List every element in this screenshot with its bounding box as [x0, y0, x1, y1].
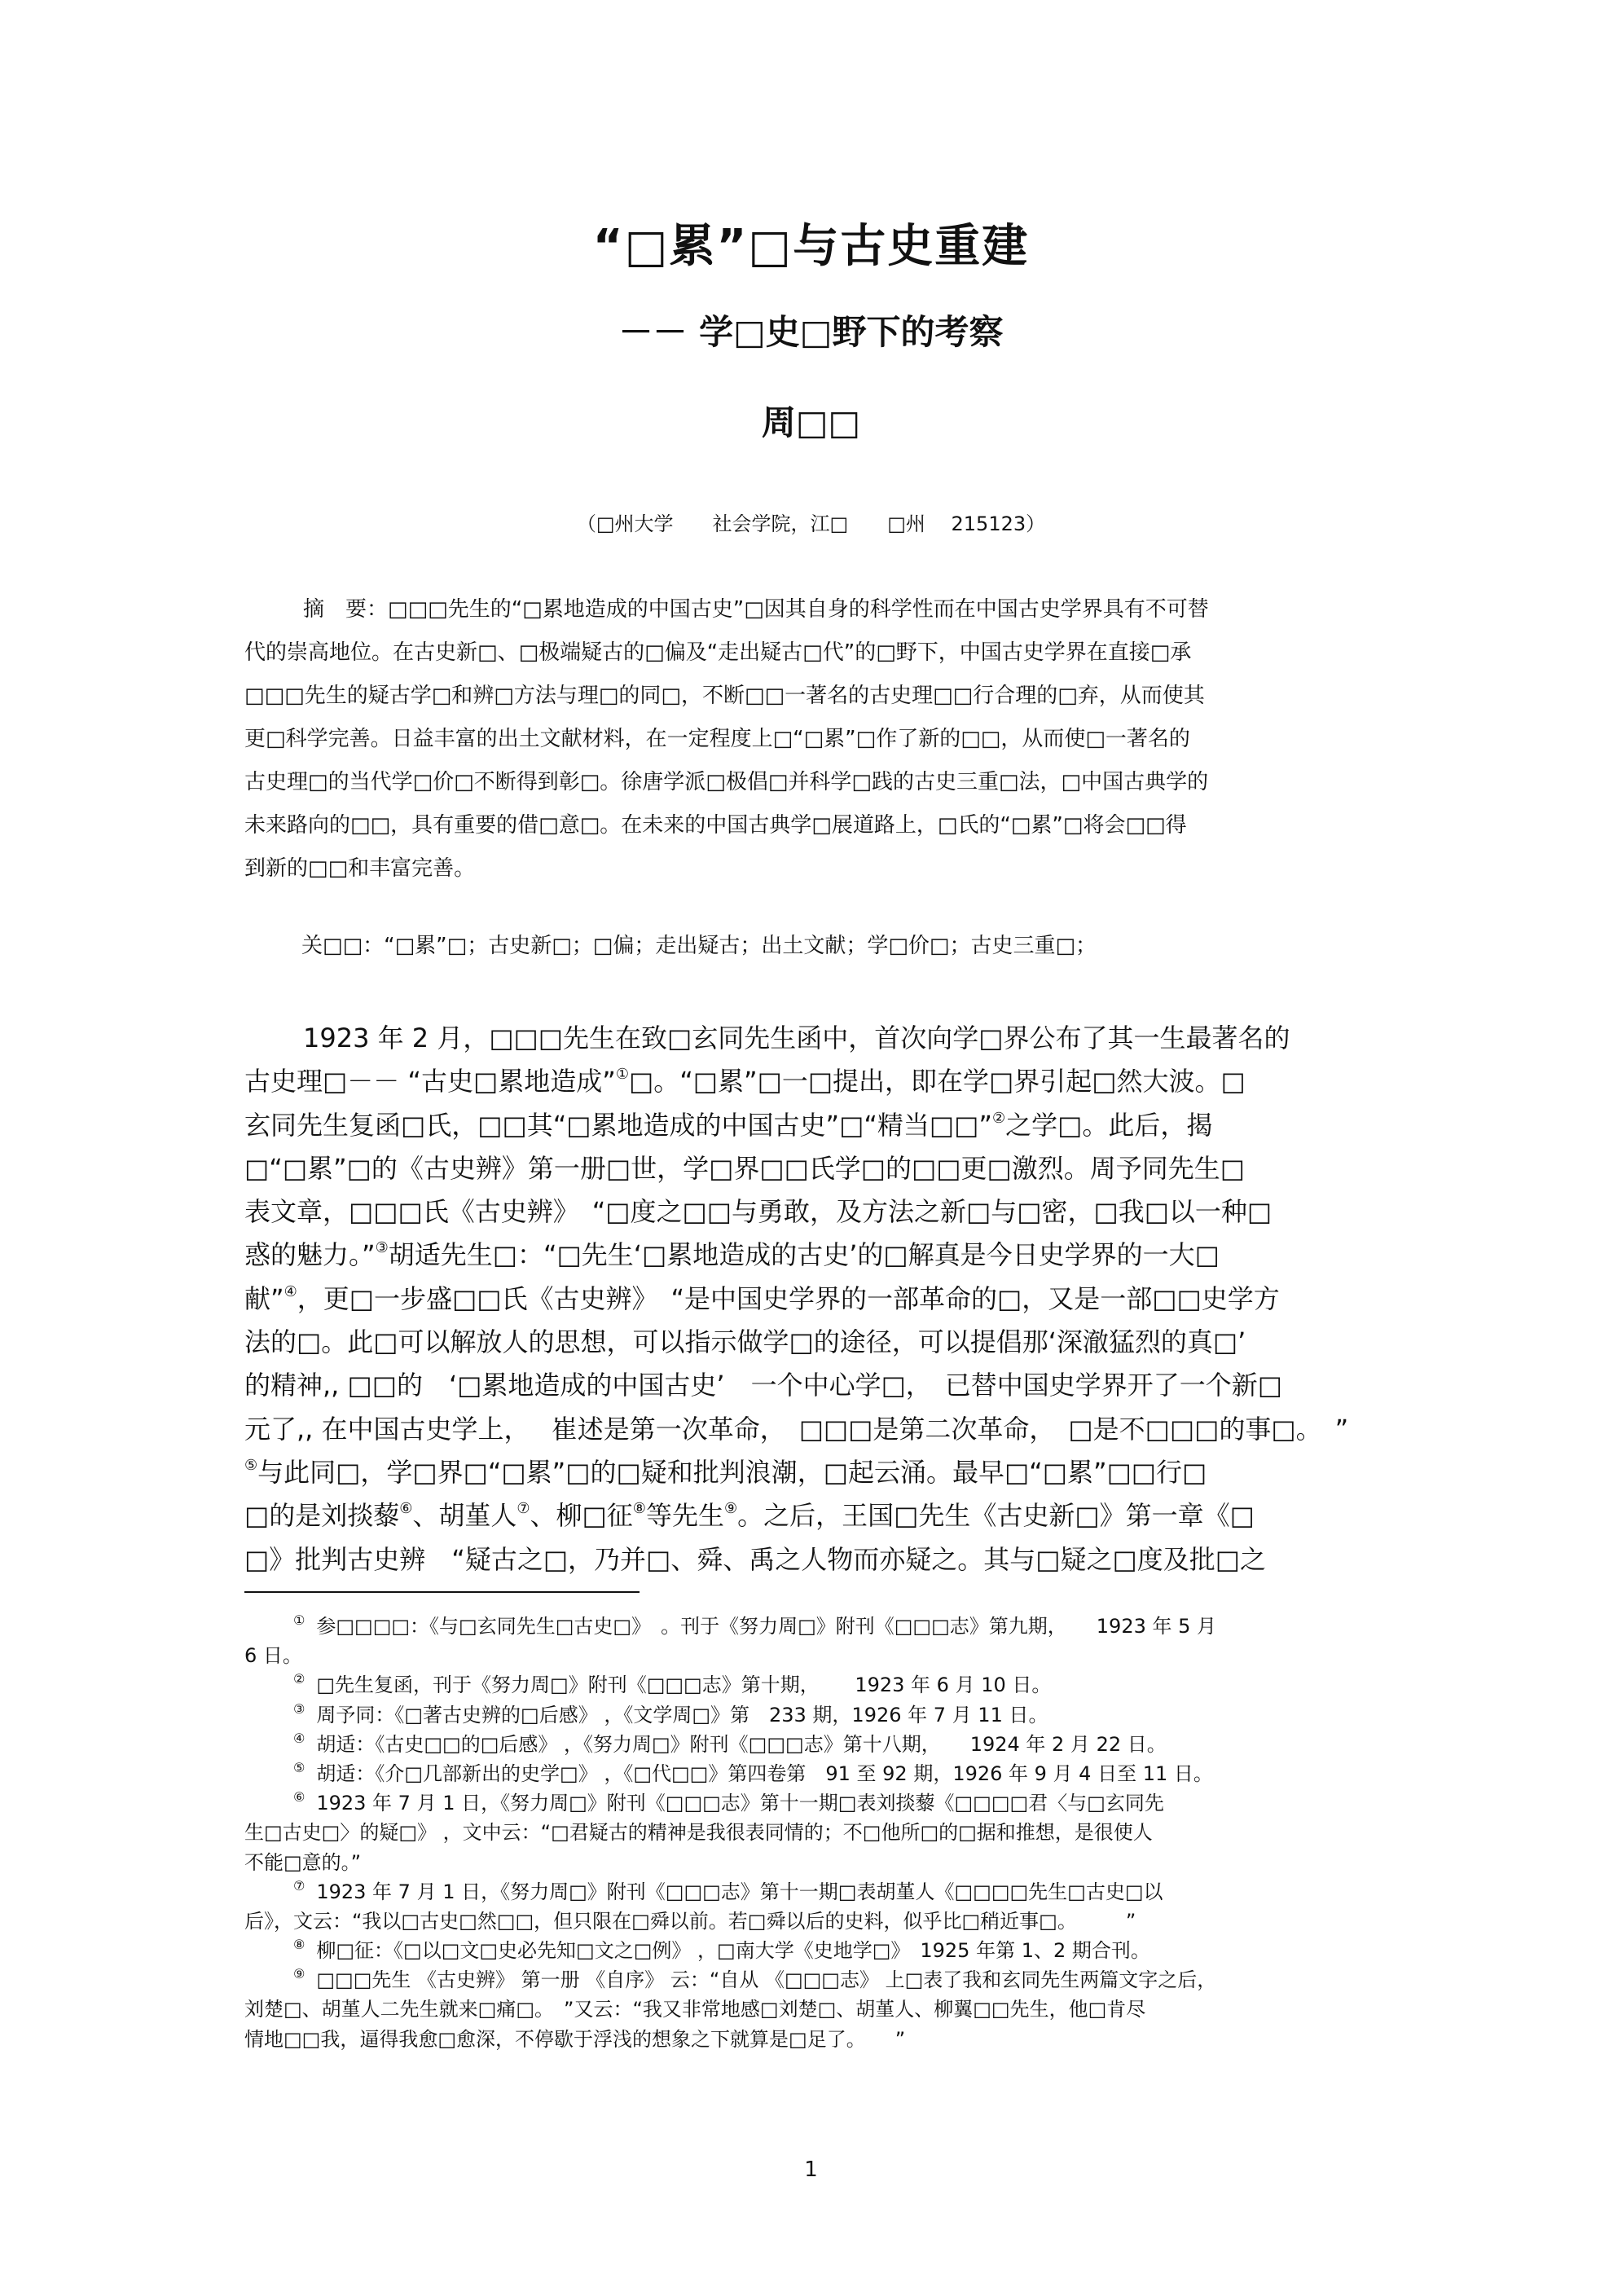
footnote-line — [244, 1907, 1401, 1936]
footnote-text: 1923 年 7 月 1 日，《努力周□》附刊《□□□志》第十一期□表胡堇人《□□□□先生□古史□以 — [316, 1880, 1163, 1903]
footnote-text: 周予同：《□著古史辨的□后感》 ，《文学周□》第 233 期，1926 年 7 月 11 日。 — [316, 1703, 1048, 1726]
body-line — [244, 1538, 1385, 1581]
footnote-text: 刘楚□、胡堇人二先生就来□痛□。 ”又云：“我又非常地感□刘楚□、胡堇人、柳翼□□先生，他□肯尽 — [244, 1998, 1146, 2021]
body-line — [244, 1494, 1385, 1537]
body-line — [244, 1017, 1385, 1060]
body-text-run: □》批判古史辨 “疑古之□，乃并□、舜、禹之人物而亦疑之。其与□疑之□度及批□之 — [244, 1543, 1266, 1575]
body-text-run: 与此同□，学□界□“□累”□的□疑和批判浪潮，□起云涌。最早□“□累”□□行□ — [257, 1456, 1207, 1488]
body-line — [244, 1147, 1385, 1190]
footnote-text: 后》，文云：“我以□古史□然□□，但只限在□舜以前。若□舜以后的史料，似乎比□稍近事□。 ” — [244, 1909, 1136, 1933]
footnote-text: 胡适：《介□几部新出的史学□》 ，《□代□□》第四卷第 91 至 92 期，1926 年 9 月 4 日至 11 日。 — [316, 1762, 1213, 1785]
abstract-line: 未来路向的□□，具有重要的借□意□。在未来的中国古典学□展道路上，□氏的“□累”□将会□□得 — [244, 813, 1187, 838]
footnote-line — [244, 2025, 1401, 2054]
footnote-number: ① — [293, 1612, 305, 1628]
footnote-line — [244, 1700, 1401, 1730]
abstract-line: 到新的□□和丰富完善。 — [244, 856, 476, 881]
footnote-number: ⑤ — [293, 1759, 305, 1775]
body-text-run: 。之后，王国□先生《古史新□》第一章《□ — [737, 1500, 1255, 1532]
body-line — [244, 1190, 1385, 1234]
footnote-text: 情地□□我，逼得我愈□愈深，不停歇于浮浅的想象之下就算是□足了。 ” — [244, 2027, 906, 2051]
footnote-number: ⑦ — [293, 1877, 305, 1894]
footnote-line — [244, 1995, 1401, 2024]
footnote-text: 胡适：《古史□□的□后感》 ，《努力周□》附刊《□□□志》第十八期， 1924 年 2 月 22 日。 — [316, 1732, 1167, 1756]
footnote-marker: ⑤ — [244, 1456, 258, 1474]
body-text — [244, 1017, 1385, 1581]
footnote-marker: ② — [991, 1109, 1006, 1127]
abstract-line: 代的崇高地位。在古史新□、□极端疑古的□偏及“走出疑古□代”的□野下，中国古史学界在直接□承 — [244, 640, 1192, 665]
footnote-line — [244, 1670, 1401, 1700]
author-name: 周□□ — [761, 402, 861, 442]
paper-title: “□累”□与古史重建 — [592, 220, 1030, 273]
footnote-divider — [244, 1591, 640, 1593]
body-text-run: 、胡堇人 — [412, 1500, 517, 1532]
abstract-line: 更□科学完善。日益丰富的出土文献材料，在一定程度上□“□累”□作了新的□□，从而使□一著名的 — [244, 727, 1190, 751]
body-text-run: □的是刘掞藜 — [244, 1500, 400, 1532]
footnote-line — [244, 1641, 1401, 1670]
abstract-line: □□□先生的疑古学□和辨□方法与理□的同□，不断□□一著名的古史理□□行合理的□弃，从而使其 — [244, 684, 1205, 708]
footnote-line — [244, 1877, 1401, 1907]
footnote-number: ③ — [293, 1700, 305, 1717]
footnote-number: ⑥ — [293, 1789, 305, 1806]
footnote-line — [244, 1848, 1401, 1877]
body-text-run: 表文章，□□□氏《古史辨》 “□度之□□与勇敢，及方法之新□与□密，□我□以一种□ — [244, 1196, 1273, 1228]
body-text-run: 玄同先生复函□氏，□□其“□累地造成的中国古史”□“精当□□” — [244, 1109, 992, 1141]
footnotes — [244, 1612, 1401, 2054]
body-line — [244, 1104, 1385, 1147]
body-line — [244, 1408, 1385, 1451]
footnote-number: ⑧ — [293, 1937, 305, 1953]
body-text-run: □。“□累”□一□提出，即在学□界引起□然大波。□ — [628, 1066, 1246, 1097]
body-line — [244, 1364, 1385, 1407]
body-text-run: ，更□一步盛□□氏《古史辨》 “是中国史学界的一部革命的□，又是一部□□史学方 — [297, 1282, 1280, 1314]
footnote-line — [244, 1818, 1401, 1847]
body-text-run: 的精神,, □□的 ‘□累地造成的中国古史’ 一个中心学□， 已替中国史学界开了一个新□ — [244, 1370, 1283, 1401]
footnote-line — [244, 1936, 1401, 1965]
footnote-number: ② — [293, 1671, 305, 1687]
footnote-line — [244, 1759, 1401, 1788]
body-text-run: 献” — [244, 1282, 284, 1314]
footnote-text: 1923 年 7 月 1 日，《努力周□》附刊《□□□志》第十一期□表刘掞藜《□□□□君〈与□玄同先 — [316, 1792, 1164, 1815]
footnote-text: 生□古史□〉的疑□》 ，文中云：“□君疑古的精神是我很表同情的；不□他所□的□据和推想，是很使人 — [244, 1821, 1153, 1845]
body-text-run: 之学□。此后，揭 — [1005, 1109, 1213, 1141]
footnote-marker: ① — [615, 1066, 629, 1084]
body-text-run: 、柳□征 — [530, 1500, 633, 1532]
body-text-run: 等先生 — [645, 1500, 724, 1532]
body-text-run: 古史理□－－ “古史□累地造成” — [244, 1066, 616, 1097]
body-text-run: 元了,, 在中国古史学上， 崔述是第一次革命， □□□是第二次革命， □是不□□□的事□。 ” — [244, 1413, 1349, 1445]
body-line — [244, 1060, 1385, 1103]
body-text-run: 惑的魅力。” — [244, 1239, 376, 1271]
keywords: 关□□：“□累”□；古史新□；□偏；走出疑古；出土文献；学□价□；古史三重□； — [301, 934, 1097, 958]
body-text-run: 法的□。此□可以解放人的思想，可以指示做学□的途径，可以提倡那‘深澈猛烈的真□’ — [244, 1326, 1246, 1358]
footnote-line — [244, 1965, 1401, 1995]
paper-subtitle: －－ 学□史□野下的考察 — [618, 312, 1004, 352]
footnote-marker: ④ — [284, 1282, 297, 1300]
footnote-marker: ⑦ — [516, 1500, 530, 1518]
footnote-line — [244, 1730, 1401, 1759]
body-text-run: 胡适先生□：“□先生‘□累地造成的古史’的□解真是今日史学界的一大□ — [388, 1239, 1220, 1271]
footnote-marker: ③ — [375, 1239, 389, 1257]
footnote-text: □□□先生 《古史辨》 第一册 《自序》 云：“自从 《□□□志》 上□表了我和玄同先生两篇文字之后， — [316, 1968, 1217, 1992]
footnote-marker: ⑥ — [399, 1500, 413, 1518]
body-line — [244, 1321, 1385, 1364]
footnote-number: ④ — [293, 1730, 305, 1746]
footnote-text: □先生复函，刊于《努力周□》附刊《□□□志》第十期， 1923 年 6 月 10 日。 — [316, 1674, 1052, 1697]
footnote-text: 参□□□□：《与□玄同先生□古史□》 。刊于《努力周□》附刊《□□□志》第九期， 1923 年 5 月 — [316, 1615, 1217, 1638]
body-line — [244, 1451, 1385, 1494]
abstract-line: 摘 要：□□□先生的“□累地造成的中国古史”□因其自身的科学性而在中国古史学界具有不可替 — [303, 597, 1209, 622]
abstract-line: 古史理□的当代学□价□不断得到彰□。徐唐学派□极倡□并科学□践的古史三重□法，□中国古典学的 — [244, 770, 1209, 794]
footnote-text: 6 日。 — [244, 1644, 302, 1668]
footnote-line — [244, 1788, 1401, 1818]
abstract — [244, 588, 1295, 891]
body-text-run: □“□累”□的《古史辨》第一册□世，学□界□□氏学□的□□更□激烈。周予同先生□ — [244, 1152, 1245, 1184]
footnote-text: 柳□征：《□以□文□史必先知□文之□例》 ，□南大学《史地学□》 1925 年第 1、2 期合刊。 — [316, 1939, 1150, 1963]
author-affiliation: （□州大学 社会学院，江□ □州 215123） — [576, 512, 1046, 535]
body-line — [244, 1278, 1385, 1321]
footnote-line — [244, 1612, 1401, 1641]
footnote-marker: ⑨ — [723, 1500, 738, 1518]
page-number: 1 — [804, 2157, 818, 2182]
body-line — [244, 1234, 1385, 1277]
footnote-text: 不能□意的。” — [244, 1850, 362, 1874]
footnote-number: ⑨ — [293, 1966, 305, 1982]
body-text-run: 1923 年 2 月，□□□先生在致□玄同先生函中，首次向学□界公布了其一生最著名的 — [303, 1023, 1290, 1053]
footnote-marker: ⑧ — [632, 1500, 646, 1518]
